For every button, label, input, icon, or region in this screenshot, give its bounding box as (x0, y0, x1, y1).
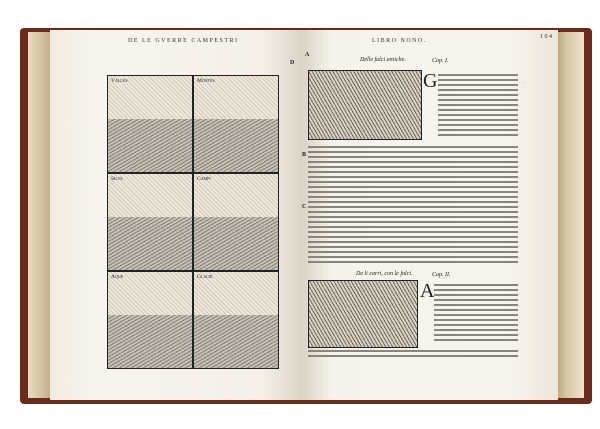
margin-letter: D (290, 60, 295, 66)
woodcut-aque: Aque (108, 272, 192, 368)
text-column (438, 74, 518, 136)
woodcut-glacie: Glacie (194, 272, 278, 368)
margin-letter: C (302, 204, 307, 210)
chapter2-title: De li carri, con le falci. (356, 271, 413, 277)
text-body (308, 350, 518, 357)
right-running-head: LIBRO NONO. (372, 38, 427, 44)
chapter2-cap: Cap. II. (432, 272, 451, 278)
chapter1-cap: Cap. I. (432, 58, 449, 64)
woodcut-montes: Montes (194, 76, 278, 172)
woodcut-grid (107, 75, 279, 369)
text-column (434, 284, 518, 341)
text-body (308, 146, 518, 263)
dropcap: G (423, 70, 438, 92)
left-running-head: DE LE GVERRE CAMPESTRI (128, 38, 239, 44)
dropcap: A (420, 280, 435, 302)
chapter1-title: Delle falci antiche. (360, 57, 406, 63)
page-edges-right (556, 32, 584, 398)
woodcut-campi: Campi (194, 174, 278, 270)
margin-letter: A (305, 52, 310, 58)
margin-letter: B (302, 152, 307, 158)
margin-note: · · (522, 80, 525, 85)
woodcut-chariots (308, 280, 418, 348)
woodcut-valles: Valles (108, 76, 192, 172)
page-number: 104 (540, 34, 554, 40)
woodcut-silve: Silve (108, 174, 192, 270)
woodcut-scythe-chariot (308, 70, 422, 140)
